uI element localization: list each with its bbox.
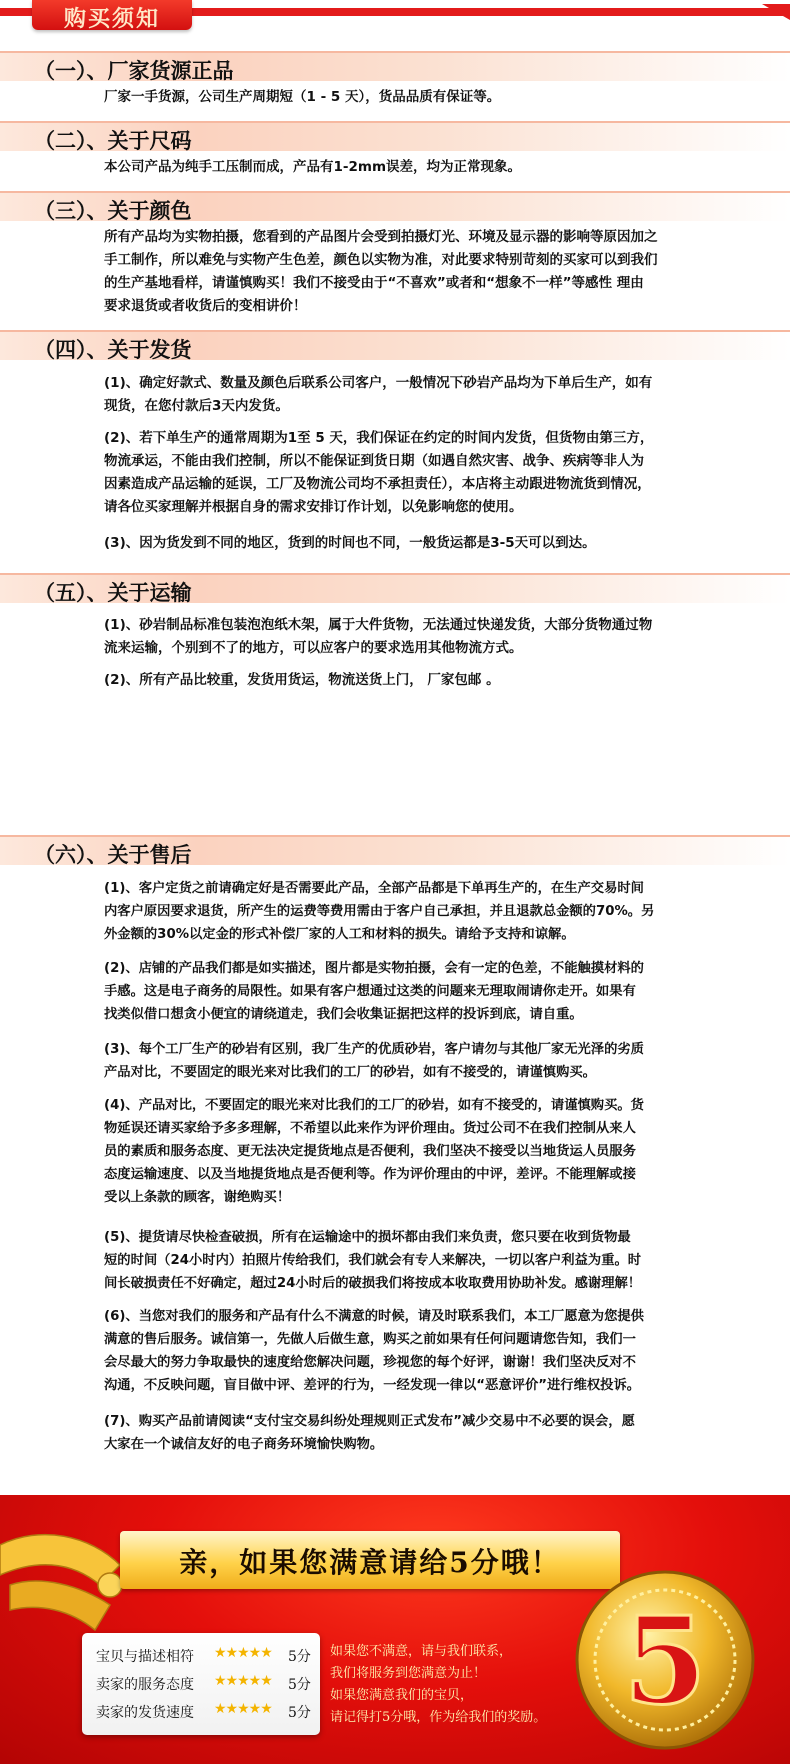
section-paragraph	[104, 532, 764, 555]
text-line: (2)、所有产品比较重，发货用货运，物流送货上门， 厂家包邮 。	[104, 672, 500, 688]
rating-score: 5分	[288, 1677, 311, 1693]
section-paragraph	[104, 1226, 764, 1295]
section-paragraph	[104, 1410, 764, 1456]
text-line: (3)、因为货发到不同的地区，货到的时间也不同，一般货运都是3-5天可以到达。	[104, 535, 596, 551]
section-paragraph	[104, 957, 764, 1026]
text-line: 流来运输，个别到不了的地方，可以应客户的要求选用其他物流方式。	[104, 640, 523, 656]
message-line: 请记得打5分哦，作为给我们的奖励。	[330, 1710, 547, 1725]
section-header-color	[0, 191, 790, 221]
message-line: 我们将服务到您满意为止！	[330, 1666, 487, 1681]
text-line: 找类似借口想贪小便宜的请绕道走，我们会收集证据把这样的投诉到底，请自重。	[104, 1007, 583, 1022]
gold-medal-icon	[570, 1565, 760, 1755]
section-header-size	[0, 121, 790, 151]
rating-promo-banner	[0, 1495, 790, 1764]
section-paragraph	[104, 1094, 764, 1209]
rating-label: 宝贝与描述相符	[96, 1649, 194, 1665]
section-header-source	[0, 51, 790, 81]
text-line: 本公司产品为纯手工压制而成，产品有1-2mm误差，均为正常现象。	[104, 159, 522, 175]
text-line: (2)、店铺的产品我们都是如实描述，图片都是实物拍摄，会有一定的色差，不能触摸材料的	[104, 961, 644, 976]
text-line: (4)、产品对比，不要固定的眼光来对比我们的工厂的砂岩，如有不接受的，请谨慎购买。货	[104, 1098, 644, 1113]
message-line: 如果您满意我们的宝贝，	[330, 1688, 474, 1703]
promo-headline: 亲，如果您满意请给5分哦！	[179, 1546, 561, 1579]
text-line: 手感。这是电子商务的局限性。如果有客户想通过这类的问题来无理取闹请你走开。如果有	[104, 984, 636, 999]
section-paragraph	[104, 1305, 764, 1397]
rating-label: 卖家的发货速度	[96, 1705, 194, 1721]
section-paragraph	[104, 86, 764, 109]
text-line: 短的时间（24小时内）拍照片传给我们，我们就会有专人来解决，一切以客户利益为重。时	[104, 1253, 642, 1268]
banner-tab	[32, 0, 192, 30]
section-title: （二）、关于尺码	[34, 130, 192, 153]
section-title: （六）、关于售后	[34, 844, 192, 867]
text-line: 态度运输速度、以及当地提货地点是否便利等。作为评价理由的中评，差评。不能理解或接	[104, 1167, 636, 1182]
text-line: 大家在一个诚信友好的电子商务环境愉快购物。	[104, 1437, 384, 1452]
section-paragraph	[104, 614, 764, 660]
text-line: (3)、每个工厂生产的砂岩有区别，我厂生产的优质砂岩，客户请勿与其他厂家无光泽的劣质	[104, 1042, 644, 1057]
rating-score: 5分	[288, 1649, 311, 1665]
star-rating-icon: ★★★★★	[214, 1701, 272, 1717]
section-header-after-sales	[0, 835, 790, 865]
rating-label: 卖家的服务态度	[96, 1677, 194, 1693]
section-paragraph	[104, 427, 764, 519]
text-line: (2)、若下单生产的通常周期为1至 5 天，我们保证在约定的时间内发货，但货物由第三方，	[104, 430, 654, 446]
rating-score: 5分	[288, 1705, 311, 1721]
medal-number: 5	[623, 1591, 707, 1732]
text-line: 所有产品均为实物拍摄，您看到的产品图片会受到拍摄灯光、环境及显示器的影响等原因加之	[104, 229, 658, 245]
section-paragraph	[104, 877, 764, 946]
text-line: 物流承运，不能由我们控制，所以不能保证到货日期（如遇自然灾害、战争、疾病等非人为	[104, 453, 644, 469]
text-line: 的生产基地看样，请谨慎购买！我们不接受由于“不喜欢”或者和“想象不一样”等感性 理由	[104, 275, 644, 291]
section-paragraph	[104, 1038, 764, 1084]
text-line: 产品对比，不要固定的眼光来对比我们的工厂的砂岩，如有不接受的，请谨慎购买。	[104, 1065, 596, 1080]
section-title: （五）、关于运输	[34, 582, 192, 605]
text-line: (1)、砂岩制品标准包装泡泡纸木架，属于大件货物，无法通过快递发货，大部分货物通过物	[104, 617, 653, 633]
text-line: (1)、客户定货之前请确定好是否需要此产品，全部产品都是下单再生产的，在生产交易时间	[104, 881, 644, 896]
text-line: (7)、购买产品前请阅读“支付宝交易纠纷处理规则正式发布”减少交易中不必要的误会，愿	[104, 1414, 635, 1429]
section-paragraph	[104, 226, 764, 318]
text-line: 间长破损责任不好确定，超过24小时后的破损我们将按成本收取费用协助补发。感谢理解！	[104, 1276, 642, 1291]
rating-row	[92, 1697, 310, 1725]
text-line: 请各位买家理解并根据自身的需求安排订作计划，以免影响您的使用。	[104, 499, 523, 515]
text-line: 内客户原因要求退货，所产生的运费等费用需由于客户自己承担，并且退款总金额的70%。另	[104, 904, 655, 919]
text-line: 外金额的30%以定金的形式补偿厂家的人工和材料的损失。请给予支持和谅解。	[104, 927, 575, 942]
star-rating-icon: ★★★★★	[214, 1673, 272, 1689]
rating-row	[92, 1641, 310, 1669]
text-line: 物延误还请买家给予多多理解，不希望以此来作为评价理由。货过公司不在我们控制从来人	[104, 1121, 636, 1136]
text-line: 现货，在您付款后3天内发货。	[104, 398, 289, 414]
section-paragraph	[104, 156, 764, 179]
text-line: (1)、确定好款式、数量及颜色后联系公司客户，一般情况下砂岩产品均为下单后生产，如有	[104, 375, 653, 391]
text-line: 受以上条款的顾客，谢绝购买！	[104, 1190, 291, 1205]
text-line: 沟通，不反映问题，盲目做中评、差评的行为，一经发现一律以“恶意评价”进行维权投诉。	[104, 1378, 641, 1393]
section-title: （一）、厂家货源正品	[34, 60, 234, 83]
star-rating-icon: ★★★★★	[214, 1645, 272, 1661]
text-line: 要求退货或者收货后的变相讲价！	[104, 298, 307, 314]
gold-ribbon-icon	[0, 1525, 130, 1645]
section-title: （四）、关于发货	[34, 339, 192, 362]
promo-headline-band	[120, 1531, 620, 1589]
banner-wing	[762, 4, 790, 20]
text-line: 厂家一手货源，公司生产周期短（1 - 5 天），货品品质有保证等。	[104, 89, 501, 105]
text-line: 员的素质和服务态度、更无法决定提货地点是否便利，我们坚决不接受以当地货运人员服务	[104, 1144, 636, 1159]
text-line: 满意的售后服务。诚信第一，先做人后做生意，购买之前如果有任何问题请您告知，我们一	[104, 1332, 636, 1347]
section-paragraph	[104, 372, 764, 418]
top-banner	[0, 0, 790, 38]
banner-title: 购买须知	[63, 7, 160, 32]
promo-message	[330, 1641, 590, 1729]
text-line: (5)、提货请尽快检查破损，所有在运输途中的损坏都由我们来负责，您只要在收到货物最	[104, 1230, 631, 1245]
section-paragraph	[104, 669, 764, 692]
text-line: 手工制作，所以难免与实物产生色差，颜色以实物为准，对此要求特别苛刻的买家可以到我们	[104, 252, 658, 268]
rating-row	[92, 1669, 310, 1697]
section-title: （三）、关于颜色	[34, 200, 192, 223]
rating-card	[82, 1633, 320, 1735]
section-header-shipping	[0, 330, 790, 360]
text-line: (6)、当您对我们的服务和产品有什么不满意的时候，请及时联系我们，本工厂愿意为您提供	[104, 1309, 644, 1324]
section-header-transport	[0, 573, 790, 603]
message-line: 如果您不满意，请与我们联系，	[330, 1644, 513, 1659]
text-line: 因素造成产品运输的延误，工厂及物流公司均不承担责任），本店将主动跟进物流货到情况，	[104, 476, 651, 492]
text-line: 会尽最大的努力争取最快的速度给您解决问题，珍视您的每个好评，谢谢！我们坚决反对不	[104, 1355, 636, 1370]
